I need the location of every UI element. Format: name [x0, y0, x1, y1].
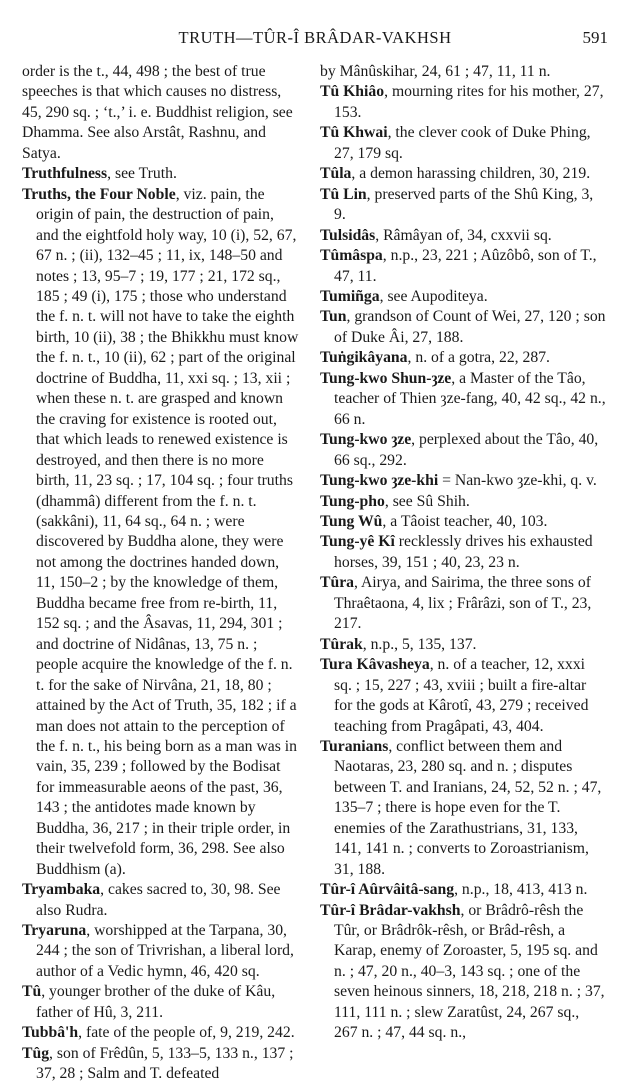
entry-headword: Tû Khiâo: [320, 83, 385, 101]
entry-headword: Truthfulness: [22, 165, 108, 183]
entry-headword: Tung-kwo ȝze-khi: [320, 472, 439, 490]
index-entry: [320, 82, 606, 123]
entry-text: order is the t., 44, 498 ; the best of true speeches is that which causes no distress, 45, 290 sq. ; ‘t.,’ i. e. Buddhist religion, see Dhamma. See also Arstât, Rashnu, and Satya.: [22, 63, 293, 162]
index-entry: [320, 655, 606, 737]
entry-headword: Tûra: [320, 574, 354, 592]
entry-text: by Mânûskihar, 24, 61 ; 47, 11, 11 n.: [320, 63, 551, 80]
index-entry: [320, 512, 606, 532]
entry-text: , the clever cook of Duke Phing, 27, 179 sq.: [334, 124, 591, 162]
entry-text: , Airya, and Sairima, the three sons of Thraêtaona, 4, lix ; Frârâzi, son of T., 23, 217.: [334, 574, 592, 633]
entry-text: , n.p., 23, 221 ; Aûzôbô, son of T., 47, 11.: [334, 247, 597, 285]
index-entry: [320, 430, 606, 471]
entry-text: , preserved parts of the Shû King, 3, 9.: [334, 185, 594, 224]
index-entry: [320, 62, 606, 82]
entry-text: = Nan-kwo ȝze-khi, q. v.: [438, 472, 597, 490]
entry-text: , son of Frêdûn, 5, 133–5, 133 n., 137 ; 37, 28 ; Salm and T. defeated: [36, 1044, 294, 1083]
entry-text: , mourning rites for his mother, 27, 153.: [334, 83, 604, 121]
index-entry: [320, 246, 606, 287]
entry-text: , n. of a gotra, 22, 287.: [407, 349, 550, 367]
entry-headword: Tû: [22, 983, 42, 1001]
entry-headword: Tung-yê Kî: [320, 533, 395, 551]
index-entry: [320, 471, 606, 491]
entry-headword: Tura Kâvasheya: [320, 656, 430, 674]
page-header: [0, 20, 630, 47]
entry-text: , a Master of the Tâo, teacher of Thien ȝze-fang, 40, 42 sq., 42 n., 66 n.: [334, 369, 606, 428]
entry-text: , n.p., 5, 135, 137.: [362, 635, 477, 653]
entry-text: , or Brâdrô-rêsh the Tûr, or Brâdrôk-rêsh, or Brâd-rêsh, a Karap, enemy of Zoroaster, 5, 195 sq. and n. ; 47, 20 n., 40–3, 143 sq. ; one of the seven heinous sinners, 18, 218, 218 n. ; 37, 111, 111 n. ; slew Zaratûst, 24, 267 sq., 267 n. ; 47, 44 sq. n.,: [334, 901, 605, 1042]
index-entry: [320, 635, 606, 655]
index-entry: [22, 1044, 300, 1085]
entry-headword: Tû Lin: [320, 185, 367, 203]
entry-text: , fate of the people of, 9, 219, 242.: [78, 1024, 295, 1042]
entry-text: , worshipped at the Tarpana, 30, 244 ; the son of Trivrishan, a liberal lord, author of a Vedic hymn, 46, 420 sq.: [36, 922, 294, 980]
entry-headword: Tung-pho: [320, 492, 385, 510]
entry-headword: Tung Wû: [320, 512, 383, 530]
index-entry: [22, 164, 300, 184]
entry-text: , a Tâoist teacher, 40, 103.: [382, 512, 548, 530]
index-entry: [22, 1023, 300, 1043]
index-entry: [22, 185, 300, 880]
entry-text: , younger brother of the duke of Kâu, father of Hû, 3, 211.: [36, 983, 276, 1021]
entry-headword: Tubbâ'h: [22, 1024, 79, 1042]
index-entry: [22, 880, 300, 921]
entry-headword: Tryambaka: [22, 881, 101, 899]
index-entry: [320, 226, 606, 246]
running-title: TRUTH—TÛR-Î BRÂDAR-VAKHSH: [178, 28, 452, 47]
entry-headword: Tûr-î Aûrvâitâ-sang: [320, 881, 455, 899]
entry-headword: Tung-kwo ȝze: [320, 431, 412, 449]
entry-headword: Tuṅgikâyana: [320, 349, 408, 367]
index-entry: [320, 492, 606, 512]
index-entry: [320, 532, 606, 573]
index-entry: [22, 921, 300, 982]
index-entry: [320, 880, 606, 900]
index-entry: [320, 287, 606, 307]
entry-headword: Tûla: [320, 165, 352, 183]
entry-text: , n. of a teacher, 12, xxxi sq. ; 15, 227 ; 43, xviii ; built a fire-altar for the gods at Kârotî, 43, 279 ; received teaching from Pragâpati, 43, 404.: [334, 656, 589, 735]
entry-text: , a demon harassing children, 30, 219.: [351, 165, 591, 183]
index-entry: [22, 982, 300, 1023]
entry-text: , viz. pain, the origin of pain, the destruction of pain, and the eightfold holy way, 10 (i), 52, 67, 67 n. ; (ii), 132–45 ; 11, ix, 148–50 and notes ; 13, 95–7 ; 19, 177 ; 21, 172 sq., 185 ; 49 (i), 175 ; those who understand the f. n. t. will not have to take the eighth birth, 10 (ii), 38 ; the Bhikkhu must know the f. n. t., 10 (ii), 62 ; part of the original doctrine of Buddha, 11, xxi sq. ; 13, xii ; when these n. t. are grasped and known the craving for existence is rooted out, that which leads to renewed existence is destroyed, and then there is no more birth, 11, 23 sq. ; 17, 104 sq. ; four truths (dhammâ) different from the f. n. t. (sakkâni), 11, 64 sq., 64 n. ; were discovered by Buddha alone, they were not among the doctrines handed down, 11, 150–2 ; by the knowledge of them, Buddha became free from re-birth, 11, 152 sq. ; and the Âsavas, 11, 294, 301 ; and doctrine of Nidânas, 13, 75 n. ; people acquire the knowledge of the f. n. t. for the sake of Nirvâna, 21, 18, 80 ; attained by the Act of Truth, 35, 182 ; if a man does not attain to the perception of the f. n. t., his being born as a man was in vain, 35, 239 ; followed by the Bodisat for immeasurable aeons of the past, 36, 143 ; the antidotes made known by Buddha, 36, 217 ; in their triple order, in their twelvefold form, 36, 298. See also Buddhism (a).: [36, 185, 299, 878]
entry-headword: Tung-kwo Shun-ȝze: [320, 369, 452, 387]
entry-text: , see Truth.: [107, 165, 177, 183]
entry-headword: Tulsidâs: [320, 226, 376, 244]
entry-headword: Tûg: [22, 1044, 50, 1062]
index-entry: [320, 185, 606, 226]
entry-headword: Tûrak: [320, 635, 363, 653]
index-entry: [320, 573, 606, 634]
entry-headword: Tryaruna: [22, 922, 87, 940]
entry-headword: Tû Khwai: [320, 124, 388, 142]
index-entry: [320, 737, 606, 880]
entry-text: , grandson of Count of Wei, 27, 120 ; son of Duke Âi, 27, 188.: [334, 308, 606, 346]
entry-text: , conflict between them and Naotaras, 23, 280 sq. and n. ; disputes between T. and Iranians, 24, 52, 52 n. ; 47, 135–7 ; there is hope even for the T. enemies of the Zarathustrians, 31, 133, 141, 141 n. ; converts to Zoroastrianism, 31, 188.: [334, 737, 602, 878]
page-number: 591: [582, 28, 608, 47]
index-entry: [320, 164, 606, 184]
left-column: [22, 62, 300, 1085]
entry-headword: Tun: [320, 308, 347, 326]
entry-text: , see Sû Shih.: [384, 492, 470, 510]
entry-text: , perplexed about the Tâo, 40, 66 sq., 292.: [334, 431, 599, 469]
entry-headword: Tûr-î Brâdar-vakhsh: [320, 901, 461, 919]
entry-text: , Râmâyan of, 34, cxxvii sq.: [375, 226, 552, 244]
index-entry: [320, 123, 606, 164]
entry-headword: Tumiñga: [320, 287, 380, 305]
index-entry: [320, 369, 606, 430]
index-entry: [320, 901, 606, 1044]
entry-text: , n.p., 18, 413, 413 n.: [454, 881, 588, 899]
index-entry: [22, 62, 300, 164]
entry-headword: Truths, the Four Noble: [22, 185, 176, 203]
right-column: [320, 62, 606, 1044]
entry-text: , see Aupoditeya.: [379, 287, 488, 305]
entry-text: recklessly drives his exhausted horses, 39, 151 ; 40, 23, 23 n.: [334, 533, 593, 571]
index-entry: [320, 307, 606, 348]
index-entry: [320, 348, 606, 368]
entry-headword: Turanians: [320, 737, 389, 755]
entry-text: , cakes sacred to, 30, 98. See also Rudra.: [36, 881, 281, 919]
entry-headword: Tûmâspa: [320, 247, 383, 265]
